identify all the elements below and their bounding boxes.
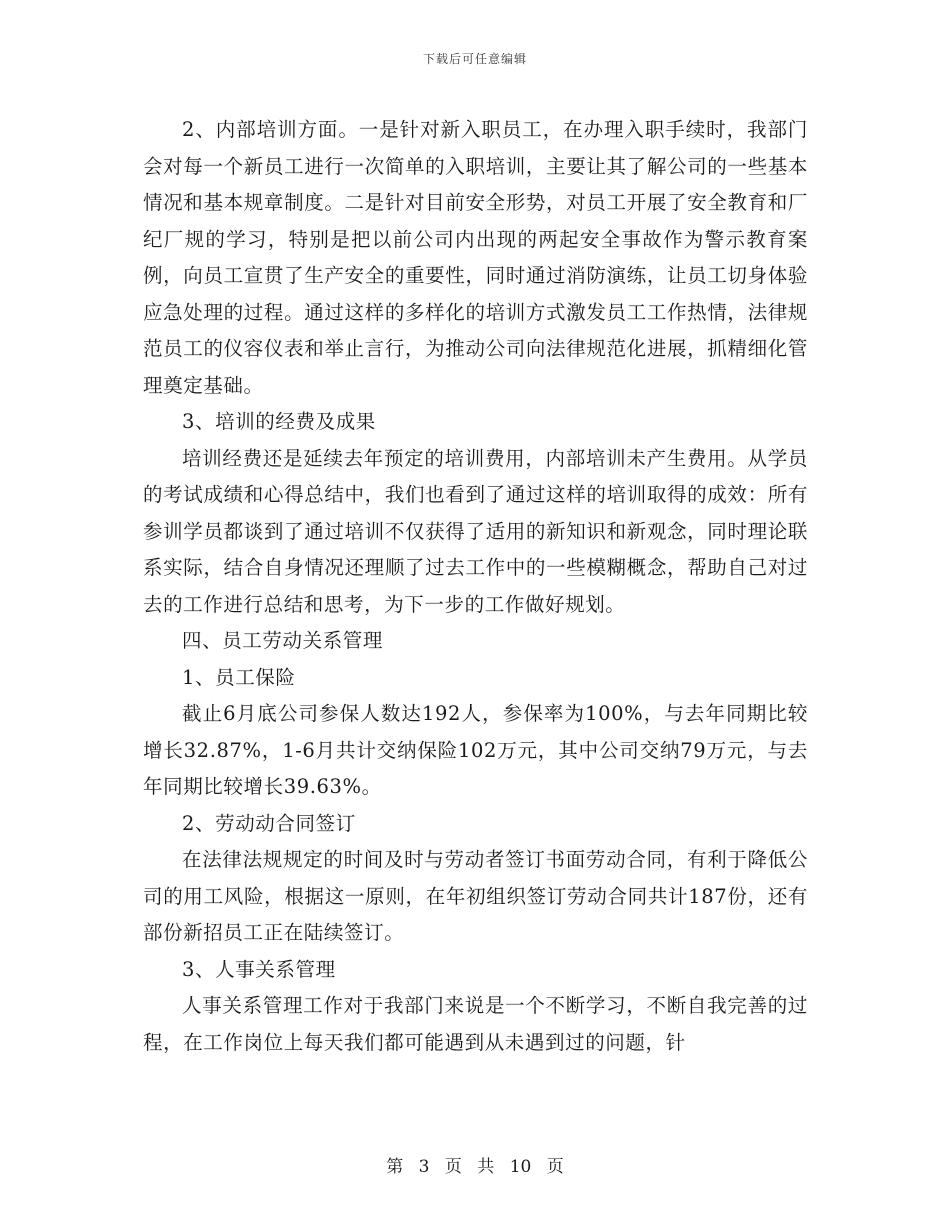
- page-header: 下载后可任意编辑: [422, 52, 527, 66]
- paragraph-training-cost: 培训经费还是延续去年预定的培训费用，内部培训未产生费用。从学员的考试成绩和心得总结中，我们也看到了通过这样的培训取得的成效：所有参训学员都谈到了通过培训不仅获得了适用的新知识和新观念，同时理论联系实际，结合自身情况还理顺了过去工作中的一些模糊概念，帮助自己对过去的工作进行总结和思考，为下一步的工作做好规划。: [143, 446, 808, 616]
- footer-page-number: 3: [418, 1157, 430, 1177]
- heading-labor-relations: 四、员工劳动关系管理: [182, 629, 384, 652]
- paragraph-labor-contract: 在法律法规规定的时间及时与劳动者签订书面劳动合同，有利于降低公司的用工风险，根据这一原则，在年初组织签订劳动合同共计187份，还有部份新招员工正在陆续签订。: [143, 848, 808, 944]
- footer-total-pages: 10: [509, 1157, 532, 1177]
- footer-of: 共: [477, 1157, 495, 1177]
- footer-page-word: 页: [444, 1157, 462, 1177]
- paragraph-internal-training: 2、内部培训方面。一是针对新入职员工，在办理入职手续时，我部门会对每一个新员工进行一次简单的入职培训，主要让其了解公司的一些基本情况和基本规章制度。二是针对目前安全形势，对员工开展了安全教育和厂纪厂规的学习，特别是把以前公司内出现的两起安全事故作为警示教育案例，向员工宣贯了生产安全的重要性，同时通过消防演练，让员工切身体验应急处理的过程。通过这样的多样化的培训方式激发员工工作热情，法律规范员工的仪容仪表和举止言行，为推动公司向法律规范化进展，抓精细化管理奠定基础。: [143, 118, 808, 397]
- document-body: [143, 112, 808, 1061]
- paragraph-personnel-management: 人事关系管理工作对于我部门来说是一个不断学习，不断自我完善的过程，在工作岗位上每天我们都可能遇到从未遇到过的问题，针: [143, 994, 808, 1054]
- footer-prefix: 第: [386, 1157, 404, 1177]
- paragraph-insurance: 截止6月底公司参保人数达192人，参保率为100%，与去年同期比较增长32.87%，1-6月共计交纳保险102万元，其中公司交纳79万元，与去年同期比较增长39.63%。: [143, 702, 808, 798]
- heading-training-cost-results: 3、培训的经费及成果: [182, 410, 376, 433]
- footer-suffix: 页: [546, 1157, 564, 1177]
- heading-employee-insurance: 1、员工保险: [182, 665, 296, 689]
- heading-personnel-management: 3、人事关系管理: [182, 957, 336, 981]
- page-footer: [0, 1152, 950, 1177]
- heading-labor-contract: 2、劳动动合同签订: [182, 811, 356, 835]
